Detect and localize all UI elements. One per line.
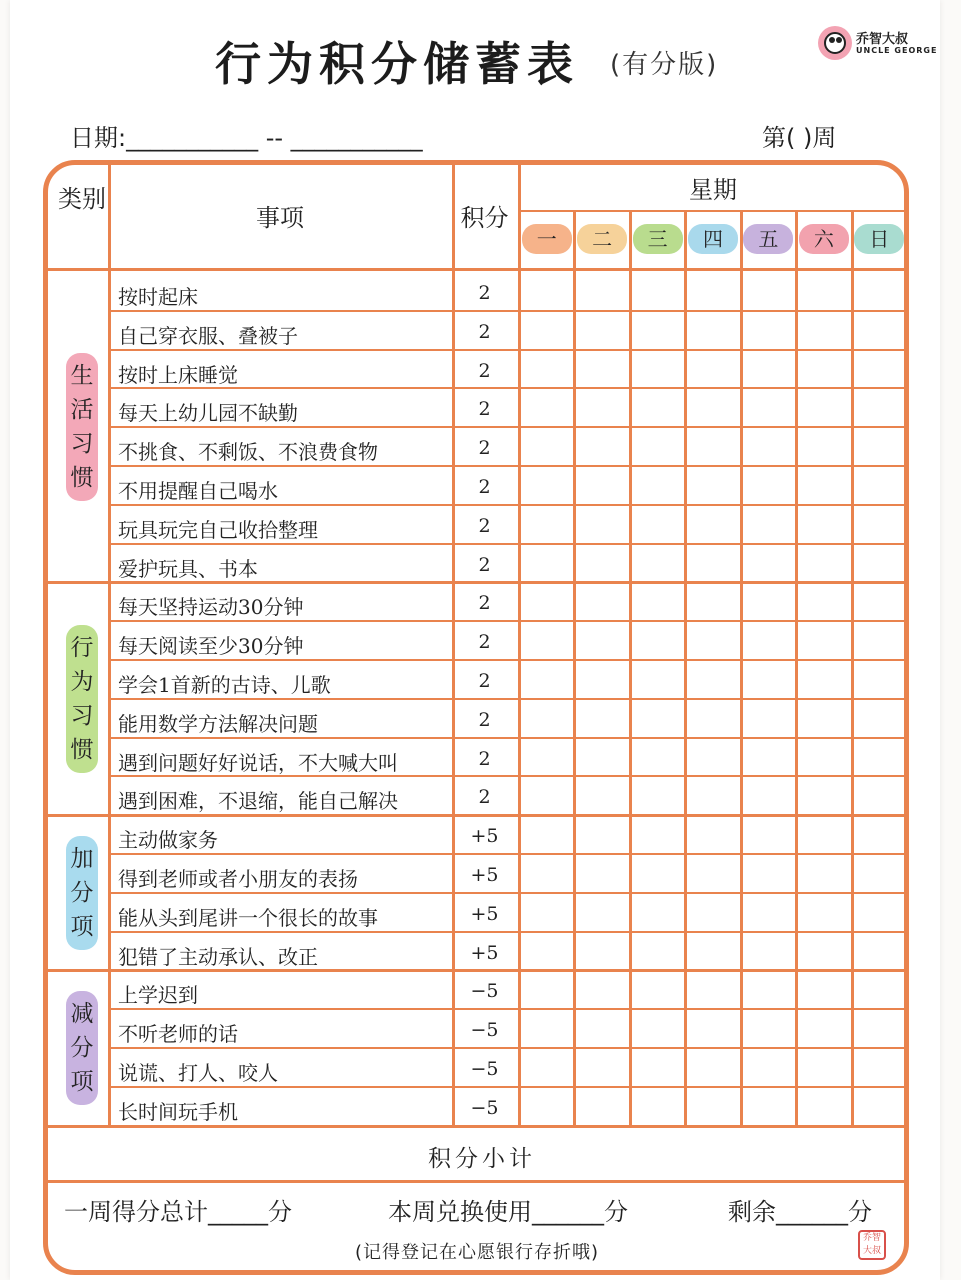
row-rule (108, 698, 906, 700)
row-rule (108, 1008, 906, 1010)
row-item-text: 长时间玩手机 (118, 1099, 238, 1124)
row-score: −5 (470, 1096, 499, 1119)
row-score: 2 (478, 747, 491, 770)
row-score: +5 (470, 864, 499, 886)
row-item-text: 主动做家务 (118, 828, 218, 853)
header-category: 类别 (58, 185, 106, 213)
row-score: 2 (478, 437, 491, 460)
weekday-4: 四 (688, 224, 738, 254)
redeemed-field: 本周兑换使用______分 (388, 1198, 628, 1226)
row-rule (108, 504, 906, 506)
row-item-text: 上学迟到 (118, 983, 198, 1008)
row-rule (108, 931, 906, 933)
row-rule (108, 543, 906, 545)
weekday-6: 六 (799, 224, 849, 254)
row-item-text: 玩具玩完自己收拾整理 (118, 517, 318, 542)
row-item-text: 犯错了主动承认、改正 (118, 944, 318, 969)
row-score: +5 (470, 902, 499, 925)
row-rule (108, 737, 906, 739)
row-item-text: 不听老师的话 (118, 1022, 238, 1047)
weekday-2: 二 (577, 224, 627, 254)
page-title: 行为积分储蓄表 (215, 37, 579, 91)
row-score: 2 (478, 670, 491, 692)
row-rule (108, 349, 906, 351)
week-number-field: 第( )周 (762, 124, 837, 152)
header-item: 事项 (256, 204, 304, 232)
row-item-text: 每天阅读至少30分钟 (118, 634, 304, 659)
row-score: 2 (478, 320, 491, 343)
row-score: −5 (470, 1019, 499, 1042)
weekday-7: 日 (854, 224, 904, 254)
row-score: 2 (478, 398, 491, 421)
category-label: 生 活 习 惯 (66, 353, 98, 501)
row-rule (48, 814, 906, 817)
row-score: +5 (470, 825, 499, 848)
row-item-text: 不用提醒自己喝水 (118, 479, 278, 503)
row-rule (108, 853, 906, 855)
row-rule (108, 310, 906, 312)
row-score: 2 (478, 631, 491, 654)
row-item-text: 自己穿衣服、叠被子 (118, 323, 298, 348)
row-item-text: 遇到问题好好说话，不大喊大叫 (118, 750, 398, 775)
row-rule (108, 659, 906, 661)
weekday-5: 五 (743, 224, 793, 254)
row-score: 2 (478, 786, 491, 809)
weekday-3: 三 (633, 224, 683, 254)
row-score: 2 (478, 592, 491, 615)
page-subtitle: (有分版) (610, 50, 719, 80)
row-rule (48, 581, 906, 584)
row-score: 2 (478, 553, 491, 576)
row-score: +5 (470, 941, 499, 964)
remaining-field: 剩余______分 (728, 1198, 872, 1226)
row-score: 2 (478, 282, 491, 304)
row-rule (48, 969, 906, 972)
row-rule (108, 775, 906, 777)
row-rule (108, 1047, 906, 1049)
header-score: 积分 (460, 204, 509, 232)
row-item-text: 能用数学方法解决问题 (118, 711, 318, 736)
footer-note: (记得登记在心愿银行存折哦) (355, 1242, 600, 1263)
weekday-1: 一 (522, 224, 572, 254)
subtotal-label: 积分小计 (428, 1146, 536, 1172)
row-score: −5 (470, 1058, 499, 1080)
header-rule (48, 268, 906, 271)
row-item-text: 得到老师或者小朋友的表扬 (118, 867, 358, 891)
seal-stamp: 乔智 大叔 (858, 1230, 886, 1260)
logo-text-en: UNCLE GEORGE (856, 46, 938, 55)
row-rule (108, 892, 906, 894)
row-score: 2 (478, 476, 491, 498)
row-item-text: 每天上幼儿园不缺勤 (118, 401, 298, 426)
row-item-text: 按时上床睡觉 (118, 362, 238, 387)
row-rule (108, 426, 906, 428)
row-item-text: 说谎、打人、咬人 (118, 1061, 278, 1085)
row-item-text: 学会1首新的古诗、儿歌 (118, 673, 331, 697)
row-rule (108, 387, 906, 389)
logo-text-cn: 乔智大叔 (856, 32, 909, 47)
row-score: 2 (478, 359, 491, 382)
category-label: 行 为 习 惯 (66, 625, 98, 773)
row-item-text: 遇到困难，不退缩，能自己解决 (118, 789, 398, 814)
row-item-text: 每天坚持运动30分钟 (118, 595, 304, 620)
row-score: 2 (478, 708, 491, 731)
row-item-text: 按时起床 (118, 285, 198, 309)
brand-logo (818, 26, 938, 66)
category-label: 减 分 项 (66, 991, 98, 1105)
row-item-text: 爱护玩具、书本 (118, 556, 258, 581)
row-rule (108, 620, 906, 622)
date-field: 日期:___________ -- ___________ (70, 124, 423, 152)
category-label: 加 分 项 (66, 836, 98, 950)
row-score: −5 (470, 980, 499, 1003)
weekly-total-field: 一周得分总计_____分 (64, 1198, 292, 1226)
row-rule (108, 465, 906, 467)
panda-icon (818, 26, 852, 60)
row-item-text: 不挑食、不剩饭、不浪费食物 (118, 440, 378, 465)
row-score: 2 (478, 514, 491, 537)
row-rule (48, 1125, 906, 1128)
header-weekday: 星期 (689, 176, 737, 204)
row-rule (108, 1086, 906, 1088)
row-item-text: 能从头到尾讲一个很长的故事 (118, 905, 378, 930)
subtotal-rule (48, 1180, 906, 1183)
